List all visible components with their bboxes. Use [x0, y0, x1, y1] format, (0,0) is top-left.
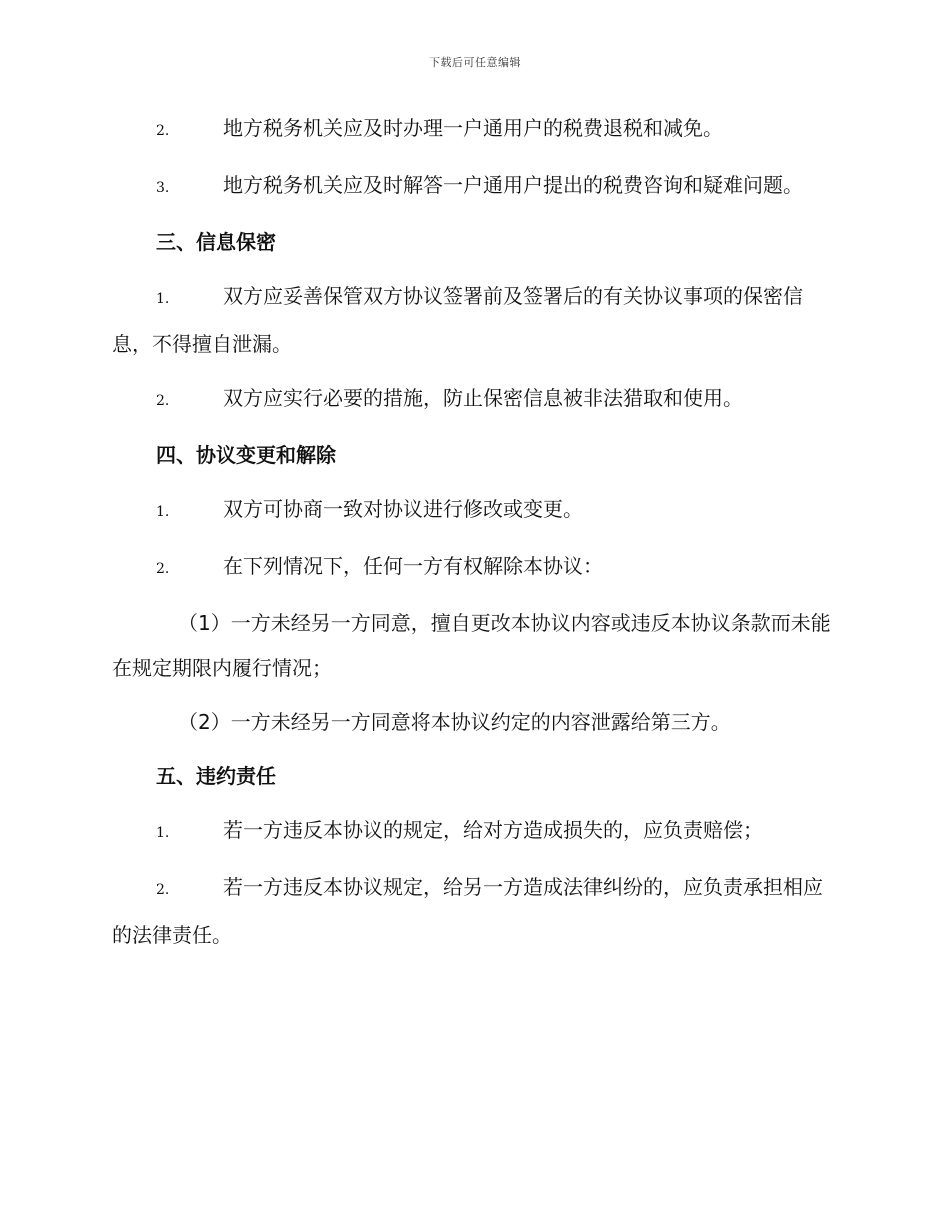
sub-item: （2）一方未经另一方同意将本协议约定的内容泄露给第三方。: [178, 710, 731, 734]
section-heading: 三、信息保密: [156, 230, 276, 254]
section-heading: 四、协议变更和解除: [156, 443, 336, 467]
item-number: 1.: [156, 504, 170, 520]
list-item: [112, 865, 834, 958]
item-number: 2.: [156, 393, 170, 409]
header-note: 下载后可任意编辑: [429, 56, 521, 69]
list-item: [112, 376, 834, 424]
item-text: 双方应妥善保管双方协议签署前及签署后的有关协议事项的保密信息，不得擅自泄漏。: [112, 284, 803, 356]
item-text: 双方应实行必要的措施，防止保密信息被非法猎取和使用。: [223, 386, 743, 410]
item-number: 3.: [156, 180, 170, 196]
list-item: [112, 544, 834, 592]
item-text: 在下列情况下，任何一方有权解除本协议：: [223, 554, 603, 578]
document-body: [112, 106, 834, 967]
sub-item: （1）一方未经另一方同意，擅自更改本协议内容或违反本协议条款而未能在规定期限内履行情况；: [112, 611, 831, 680]
item-text: 双方可协商一致对协议进行修改或变更。: [223, 497, 583, 521]
item-number: 2.: [156, 882, 170, 898]
list-item: [112, 163, 834, 211]
item-text: 若一方违反本协议的规定，给对方造成损失的，应负责赔偿；: [223, 818, 763, 842]
item-text: 地方税务机关应及时解答一户通用户提出的税费咨询和疑难问题。: [223, 173, 803, 197]
item-number: 1.: [156, 825, 170, 841]
item-number: 2.: [156, 123, 170, 139]
item-number: 2.: [156, 561, 170, 577]
section-heading: 五、违约责任: [156, 764, 276, 788]
item-number: 1.: [156, 291, 170, 307]
list-item: [112, 808, 834, 856]
list-item: [112, 106, 834, 154]
item-text: 若一方违反本协议规定，给另一方造成法律纠纷的，应负责承担相应的法律责任。: [112, 875, 823, 947]
list-item: [112, 487, 834, 535]
item-text: 地方税务机关应及时办理一户通用户的税费退税和减免。: [223, 116, 723, 140]
list-item: [112, 274, 834, 367]
